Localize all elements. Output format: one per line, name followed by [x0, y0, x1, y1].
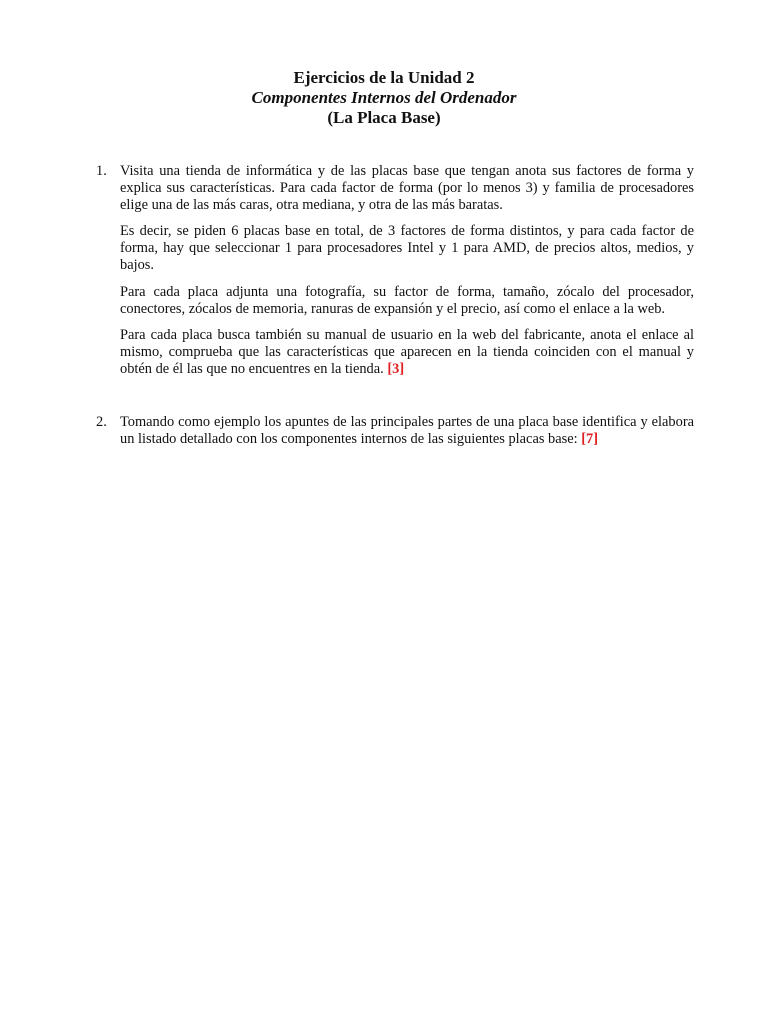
document-header: [0, 68, 768, 128]
exercise-2: [96, 414, 694, 448]
exercise-paragraph-text: Para cada placa busca también su manual de usuario en la web del fabricante, anota el enlace al mismo, comprueba que las características que aparecen en la tienda coinciden con el manual y obtén de él las que no encuentres en la tienda.: [120, 327, 694, 377]
exercise-paragraph: Para cada placa adjunta una fotografía, su factor de forma, tamaño, zócalo del procesador, conectores, zócalos de memoria, ranuras de expansión y el precio, así como el enlace a la web.: [120, 283, 694, 317]
exercise-paragraph: [120, 327, 694, 377]
exercise-paragraph: [120, 414, 694, 448]
exercise-number: 2.: [96, 413, 107, 430]
exercise-score: [7]: [581, 430, 598, 447]
document-title: Ejercicios de la Unidad 2: [293, 68, 475, 87]
exercise-paragraph: Visita una tienda de informática y de las placas base que tengan anota sus factores de forma y explica sus características. Para cada factor de forma (por lo menos 3) y familia de procesadores elige una de las más caras, otra mediana, y otra de las más baratas.: [120, 163, 694, 213]
document-subsubtitle: (La Placa Base): [327, 108, 441, 127]
exercise-score: [3]: [387, 360, 405, 377]
document-subtitle: Componentes Internos del Ordenador: [251, 88, 517, 107]
exercise-number: 1.: [96, 163, 107, 179]
exercise-paragraph-text: Tomando como ejemplo los apuntes de las principales partes de una placa base identifica y elabora un listado detallado con los componentes internos de las siguientes placas base:: [120, 413, 694, 447]
exercise-paragraph: Es decir, se piden 6 placas base en total, de 3 factores de forma distintos, y para cada factor de forma, hay que seleccionar 1 para procesadores Intel y 1 para AMD, de precios altos, medios, y bajos.: [120, 223, 694, 273]
exercise-list: [96, 163, 694, 447]
exercise-1: [96, 163, 694, 378]
